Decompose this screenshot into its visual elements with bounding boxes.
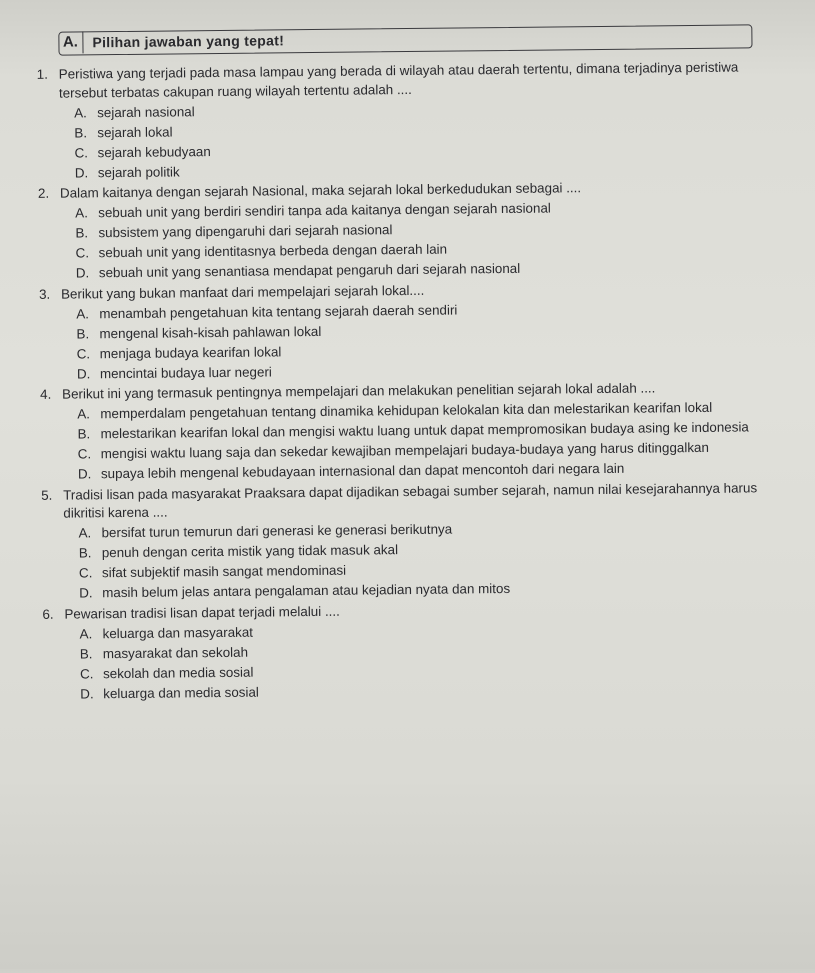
option-letter: C.	[76, 345, 91, 361]
option-text: mengisi waktu luang saja dan sekedar kewajiban mempelajari budaya-budaya yang harus ditinggalkan	[100, 439, 709, 462]
option-text: penuh dengan cerita mistik yang tidak masuk akal	[101, 542, 399, 561]
question-number: 5.	[41, 487, 53, 503]
option-text: menambah pengetahuan kita tentang sejarah daerah sendiri	[99, 301, 458, 321]
option-text: masyarakat dan sekolah	[102, 644, 249, 661]
option-letter: D.	[74, 164, 89, 180]
question-text: Tradisi lisan pada masyarakat Praaksara dapat dijadikan sebagai sumber sejarah, namun nilai kesejarahannya harus dikritisi karena ....	[63, 479, 758, 521]
question-number: 1.	[36, 66, 49, 82]
option-letter: C.	[74, 144, 89, 160]
option-letter: B.	[79, 645, 93, 661]
option-letter: B.	[78, 545, 92, 561]
question-number: 4.	[40, 386, 52, 402]
option-letter: C.	[78, 565, 93, 581]
option-text: sebuah unit yang berdiri sendiri tanpa ada kaitanya dengan sejarah nasional	[98, 200, 551, 221]
option-letter: B.	[74, 124, 88, 140]
option-letter: A.	[75, 205, 88, 221]
option-letter: B.	[75, 225, 89, 241]
option-letter: D.	[75, 265, 90, 281]
question-5	[41, 479, 772, 604]
option-text: supaya lebih mengenal kebudayaan internasional dan dapat mencontoh dari negara lain	[100, 460, 625, 482]
option-text: sejarah kebudyaan	[97, 143, 211, 160]
option-letter: C.	[77, 446, 92, 462]
option-text: sekolah dan media sosial	[102, 664, 254, 681]
question-text: Berikut yang bukan manfaat dari mempelajari sejarah lokal....	[60, 282, 425, 302]
option-text: sebuah unit yang identitasnya berbeda dengan daerah lain	[98, 241, 448, 261]
question-6	[42, 598, 773, 704]
option-text: masih belum jelas antara pengalaman atau kejadian nyata dan mitos	[102, 580, 511, 601]
option-text: sejarah politik	[97, 163, 180, 180]
option-text: menjaga budaya kearifan lokal	[99, 343, 282, 361]
question-1	[37, 58, 768, 183]
option-letter: A.	[79, 625, 93, 641]
option-letter: A.	[78, 525, 92, 541]
option-text: mencintai budaya luar negeri	[99, 363, 272, 381]
option-letter: D.	[76, 365, 91, 381]
question-4	[40, 378, 771, 484]
question-text: Pewarisan tradisi lisan dapat terjadi melalui ....	[64, 603, 340, 622]
option-text: sifat subjektif masih sangat mendominasi	[101, 562, 347, 581]
question-text: Dalam kaitanya dengan sejarah Nasional, maka sejarah lokal berkedudukan sebagai ....	[59, 180, 582, 201]
option-letter: B.	[77, 426, 91, 442]
section-label: A.	[58, 31, 83, 53]
option-text: bersifat turun temurun dari generasi ke generasi berikutnya	[101, 521, 453, 541]
option-letter: D.	[77, 466, 92, 482]
option-letter: B.	[76, 325, 90, 341]
option-text: sebuah unit yang senantiasa mendapat pengaruh dari sejarah nasional	[98, 260, 521, 281]
option-letter: C.	[79, 665, 94, 681]
option-letter: D.	[80, 685, 94, 701]
option-text: subsistem yang dipengaruhi dari sejarah nasional	[98, 222, 393, 241]
option-text: memperdalam pengetahuan tentang dinamika kehidupan kelokalan kita dan melestarikan kearifan lokal	[100, 399, 713, 422]
option-letter: C.	[75, 245, 90, 261]
question-text: Berikut ini yang termasuk pentingnya mempelajari dan melakukan penelitian sejarah lokal adalah ....	[62, 380, 656, 402]
question-list	[37, 58, 774, 705]
question-number: 3.	[38, 286, 51, 302]
question-number: 2.	[37, 185, 50, 201]
option-text: keluarga dan masyarakat	[102, 624, 254, 641]
option-letter: A.	[76, 305, 89, 321]
question-number: 6.	[42, 606, 54, 622]
option-text: sejarah lokal	[97, 123, 173, 140]
option-letter: A.	[77, 406, 91, 422]
option-text: melestarikan kearifan lokal dan mengisi waktu luang untuk dapat mempromosikan budaya asing ke indonesia	[100, 419, 749, 442]
option-text: sejarah nasional	[97, 103, 195, 120]
question-2	[38, 177, 769, 283]
option-letter: D.	[79, 585, 93, 601]
question-text: Peristiwa yang terjadi pada masa lampau yang berada di wilayah atau daerah tertentu, dimana terjadinya peristiwa tersebut terbatas cakupan ruang wilayah tertentu adalah ....	[58, 59, 739, 101]
section-title: Pilihan jawaban yang tepat!	[92, 32, 285, 51]
option-text: mengenal kisah-kisah pahlawan lokal	[99, 323, 322, 341]
question-3	[39, 278, 770, 384]
option-letter: A.	[74, 104, 87, 120]
option-text: keluarga dan media sosial	[103, 684, 259, 701]
